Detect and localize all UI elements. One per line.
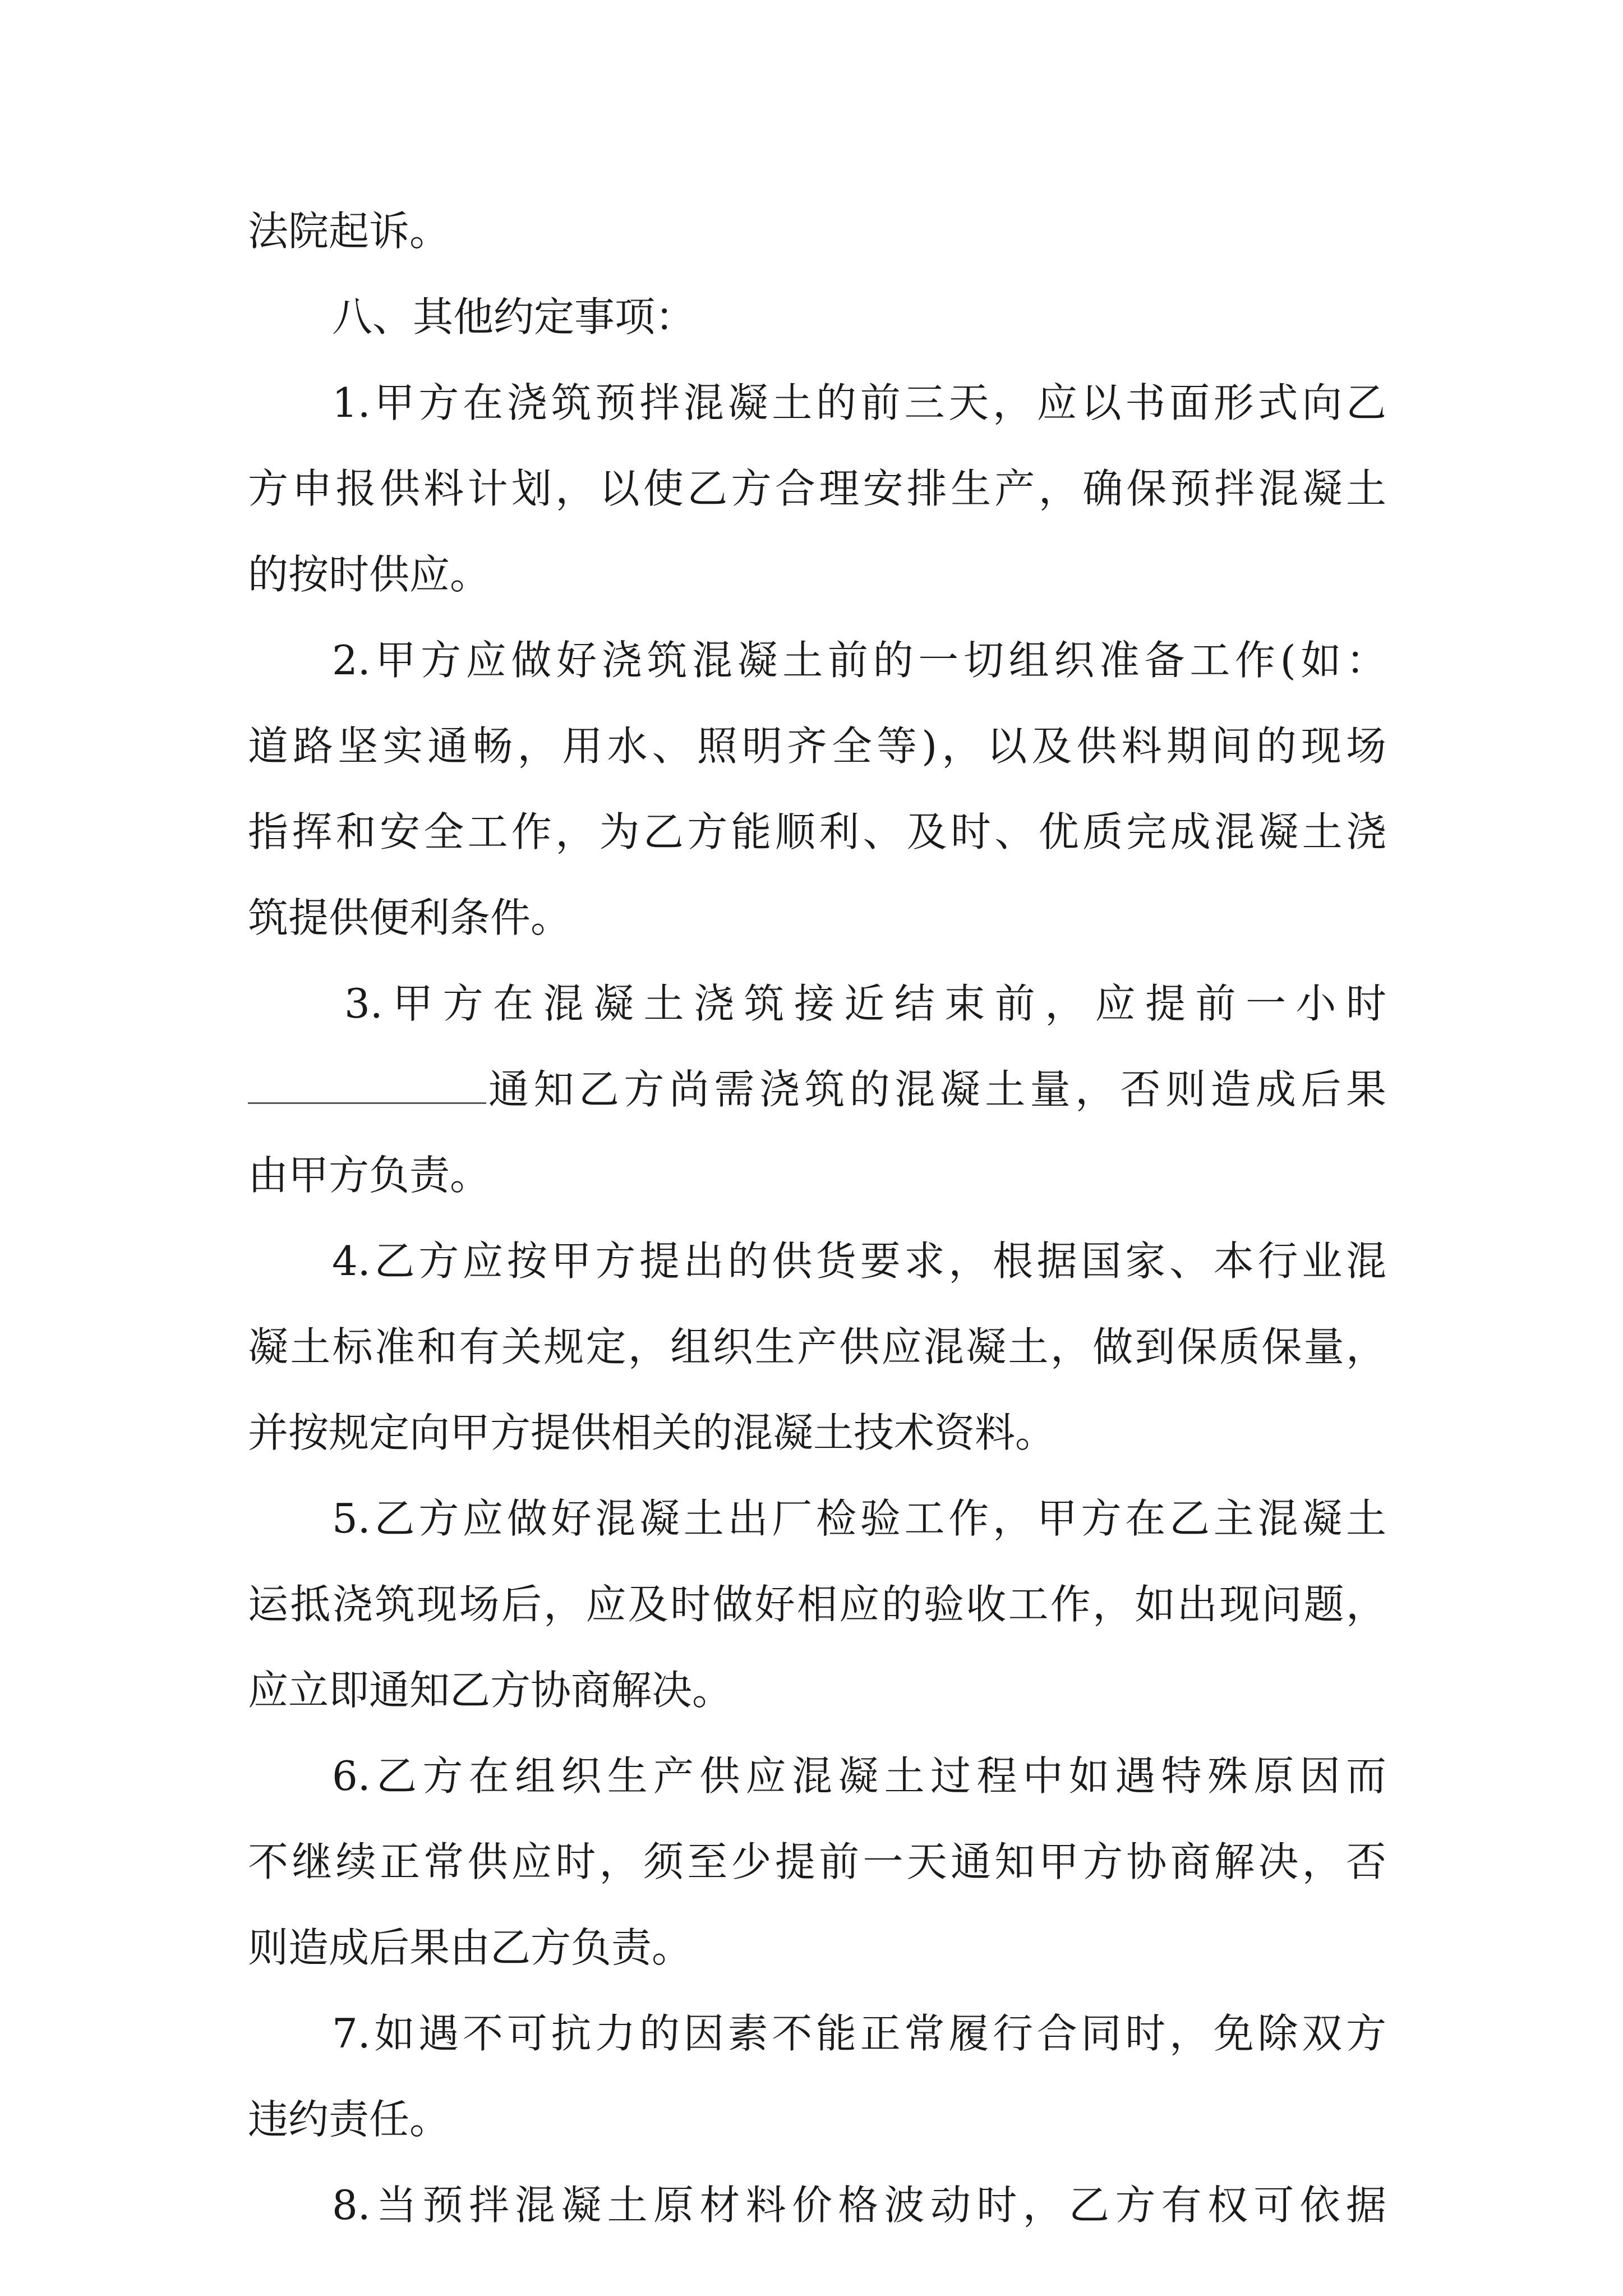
text-line: 指挥和安全工作，为乙方能顺利、及时、优质完成混凝土浇 xyxy=(248,808,1386,855)
section-heading: 八、其他约定事项： xyxy=(332,293,696,341)
text-line: 运抵浇筑现场后，应及时做好相应的验收工作，如出现问题， xyxy=(248,1581,1386,1628)
text-line: 违约责任。 xyxy=(248,2096,450,2143)
text-line: 道路坚实通畅，用水、照明齐全等)，以及供料期间的现场 xyxy=(248,723,1386,770)
text-line: 筑提供便利条件。 xyxy=(248,894,571,941)
blank-underline xyxy=(248,1100,486,1104)
text-line: 3.甲方在混凝土浇筑接近结束前，应提前一小时 xyxy=(344,980,1386,1027)
text-segment: 通知乙方尚需浇筑的混凝土量，否则造成后果 xyxy=(488,1066,1386,1113)
fill-in-line xyxy=(248,1061,1386,1117)
text-line: 6.乙方在组织生产供应混凝土过程中如遇特殊原因而 xyxy=(332,1752,1386,1800)
text-line: 应立即通知乙方协商解决。 xyxy=(248,1667,733,1714)
text-line: 不继续正常供应时，须至少提前一天通知甲方协商解决，否 xyxy=(248,1838,1386,1885)
text-line: 7.如遇不可抗力的因素不能正常履行合同时，免除双方 xyxy=(332,2010,1386,2057)
text-line: 法院起诉。 xyxy=(248,208,450,255)
text-line: 1.甲方在浇筑预拌混凝土的前三天，应以书面形式向乙 xyxy=(332,379,1386,426)
text-line: 方申报供料计划，以使乙方合理安排生产，确保预拌混凝土 xyxy=(248,465,1386,512)
text-line: 2.甲方应做好浇筑混凝土前的一切组织准备工作(如： xyxy=(332,637,1386,684)
text-line: 8.当预拌混凝土原材料价格波动时，乙方有权可依据 xyxy=(332,2182,1386,2229)
text-line: 由甲方负责。 xyxy=(248,1152,491,1199)
text-line: 并按规定向甲方提供相关的混凝土技术资料。 xyxy=(248,1409,1056,1456)
text-line: 凝土标准和有关规定，组织生产供应混凝土，做到保质保量， xyxy=(248,1323,1386,1370)
text-line: 5.乙方应做好混凝土出厂检验工作，甲方在乙主混凝土 xyxy=(332,1495,1386,1542)
text-line: 的按时供应。 xyxy=(248,551,491,598)
text-line: 4.乙方应按甲方提出的供货要求，根据国家、本行业混 xyxy=(332,1237,1386,1285)
text-line: 则造成后果由乙方负责。 xyxy=(248,1924,693,1971)
